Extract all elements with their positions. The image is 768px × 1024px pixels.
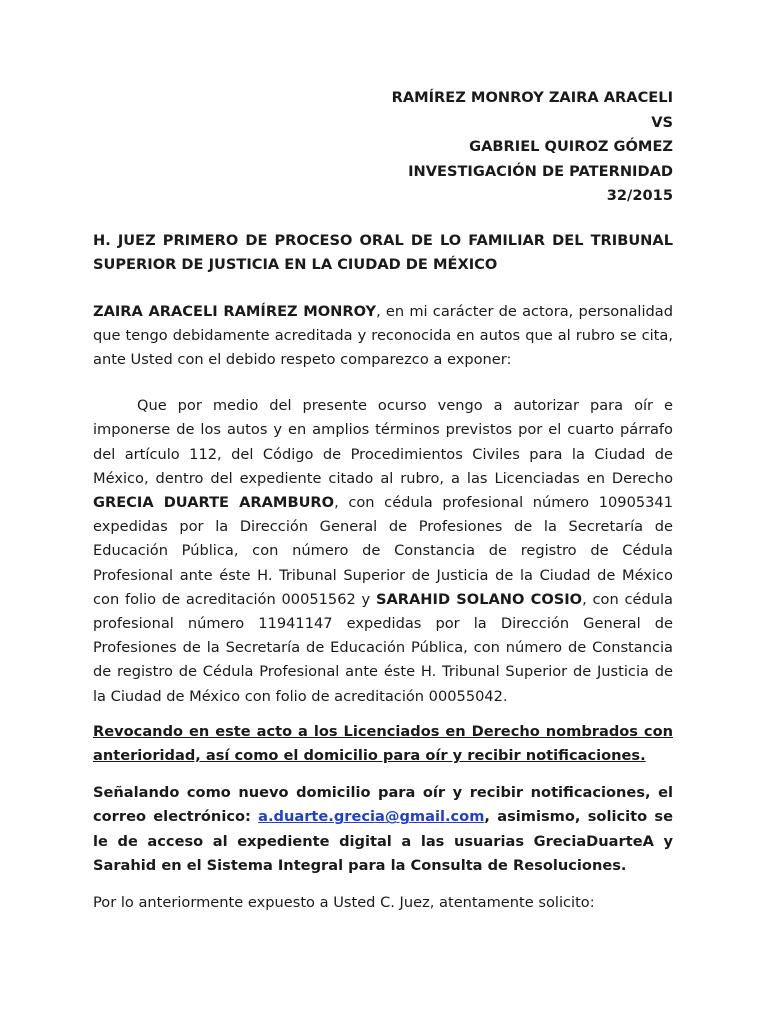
- authorization-paragraph: [93, 394, 673, 709]
- intro-paragraph: [93, 300, 673, 373]
- authorization-text-1: Que por medio del presente ocurso vengo a autorizar para oír e imponerse de los autos y en amplios términos previstos por el cuarto párrafo del artículo 112, del Código de Procedimientos Civiles para la Ciudad de México, dentro del expediente citado al rubro, a las Licenciadas en Derecho: [93, 397, 673, 487]
- new-domicile-text-1: Señalando como nuevo domicilio para oír y recibir notificaciones, el correo electrónico:: [93, 784, 673, 826]
- intro-text: , en mi carácter de actora, personalidad que tengo debidamente acreditada y reconocida en autos que al rubro se cita, ante Usted con el debido respeto comparezco a exponer:: [93, 302, 674, 368]
- revocation-paragraph: Revocando en este acto a los Licenciados en Derecho nombrados con anterioridad, así como el domicilio para oír y recibir notificaciones.: [93, 722, 673, 764]
- lawyer-name-2: SARAHID SOLANO COSIO: [375, 590, 583, 608]
- new-domicile-paragraph: [93, 781, 673, 878]
- authorization-text-2: , con cédula profesional número 10905341 expedidas por la Dirección General de Profesiones de la Secretaría de Educación Pública, con número de Constancia de registro de Cédula Profesional ante éste H. Tribunal Superior de Justicia de la Ciudad de México con folio de acreditación 00051562 y: [93, 493, 674, 608]
- new-domicile-text-2: , asimismo, solicito se le de acceso al expediente digital a las usuarias GreciaDuarteA y Sarahid en el Sistema Integral para la Consulta de Resoluciones.: [93, 808, 673, 874]
- authorization-text-3: , con cédula profesional número 11941147 expedidas por la Dirección General de Profesiones de la Secretaría de Educación Pública, con número de Constancia de registro de Cédula Profesional ante éste H. Tribunal Superior de Justicia de la Ciudad de México con folio de acreditación 00055042.: [93, 590, 673, 705]
- plaintiff-signature-name: ZAIRA ARACELI RAMÍREZ MONROY: [93, 302, 377, 320]
- versus-label: VS: [651, 113, 673, 131]
- lawyer-name-1: GRECIA DUARTE ARAMBURO: [93, 493, 335, 511]
- document-page: [93, 86, 673, 915]
- email-link[interactable]: a.duarte.grecia@gmail.com: [258, 808, 485, 826]
- case-number: 32/2015: [606, 187, 673, 204]
- case-caption: [93, 86, 673, 209]
- judge-addressee: H. JUEZ PRIMERO DE PROCESO ORAL DE LO FAMILIAR DEL TRIBUNAL SUPERIOR DE JUSTICIA EN LA CIUDAD DE MÉXICO: [93, 231, 673, 273]
- closing-paragraph: Por lo anteriormente expuesto a Usted C. Juez, atentamente solicito:: [93, 893, 595, 911]
- case-matter: INVESTIGACIÓN DE PATERNIDAD: [408, 162, 673, 180]
- defendant-name: GABRIEL QUIROZ GÓMEZ: [469, 138, 673, 155]
- plaintiff-name: RAMÍREZ MONROY ZAIRA ARACELI: [391, 89, 673, 106]
